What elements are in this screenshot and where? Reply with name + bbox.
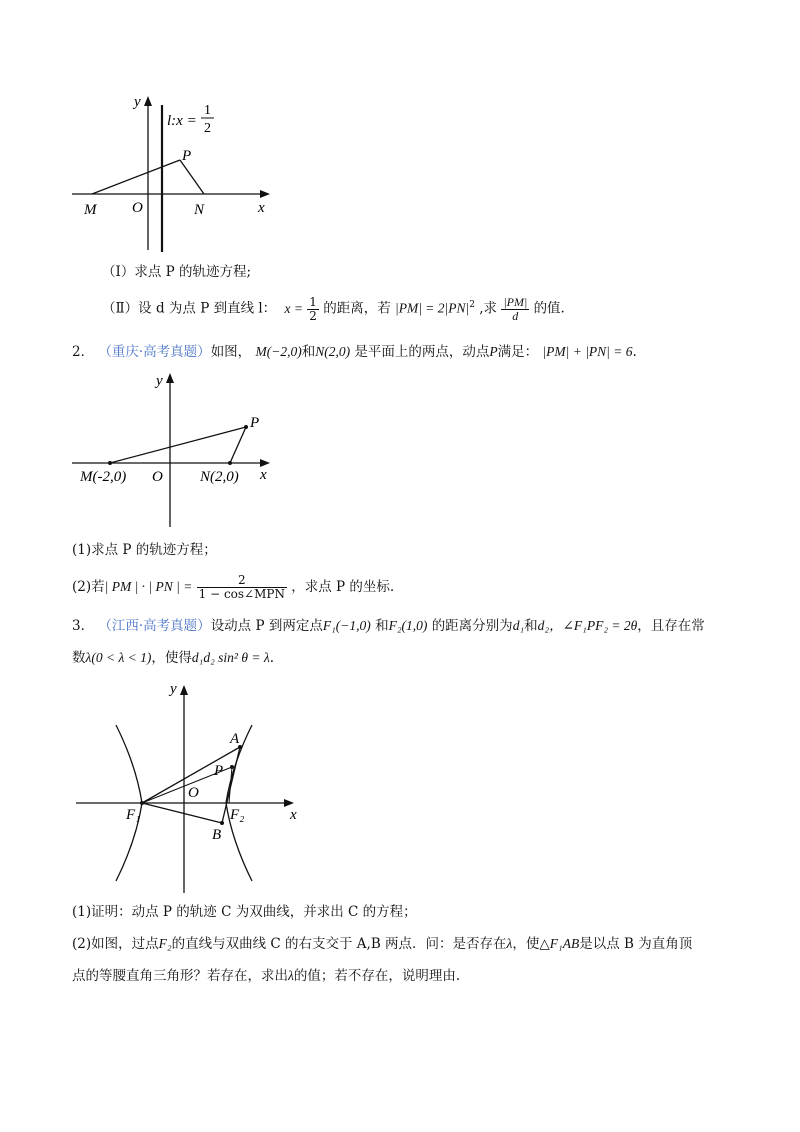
q2-part1: (1)求点 P 的轨迹方程； bbox=[72, 542, 217, 558]
label-p: P bbox=[214, 763, 224, 779]
x-axis-arrow bbox=[260, 190, 270, 198]
q3-part2-line1 bbox=[72, 934, 692, 954]
q2-m-point: M(−2,0) bbox=[255, 344, 302, 359]
q2-period: . bbox=[632, 344, 637, 360]
dot-p bbox=[230, 765, 234, 769]
label-y: y bbox=[170, 681, 177, 697]
dot-b bbox=[220, 821, 224, 825]
q3-part2-a: (2)如图，过点 bbox=[72, 936, 159, 952]
label-n: N bbox=[194, 202, 205, 218]
label-p: P bbox=[182, 148, 192, 164]
q3-part2-tri: △F₁AB bbox=[539, 936, 580, 951]
label-x: x bbox=[290, 807, 297, 823]
q3-angle: ，∠F₁PF₂ = 2θ bbox=[549, 618, 638, 633]
q3-part2-lambda2: λ bbox=[288, 968, 294, 983]
q3-line2-a: 数 bbox=[72, 650, 86, 666]
label-line-num: 1 bbox=[204, 103, 211, 118]
dot-f1 bbox=[140, 801, 144, 805]
y-axis-arrow bbox=[144, 96, 152, 106]
q2-condition: |PM| + |PN| = 6 bbox=[542, 344, 633, 359]
ratio-num: |PM| bbox=[503, 294, 528, 309]
ratio-den: d bbox=[512, 308, 519, 323]
q2-part2 bbox=[72, 574, 394, 601]
frac-num: 2 bbox=[197, 574, 287, 588]
q2-text-b: 满足： bbox=[497, 344, 539, 360]
q3-part2-lambda: λ bbox=[506, 936, 513, 951]
q3-line2-c: . bbox=[269, 650, 274, 666]
q3-f1: F₁(−1,0) bbox=[322, 618, 371, 633]
q3-part2-c: ，使 bbox=[512, 936, 540, 952]
label-p: P bbox=[250, 415, 260, 431]
label-b: B bbox=[212, 827, 222, 843]
q2-source: （重庆·高考真题） bbox=[98, 344, 211, 360]
label-origin: O bbox=[152, 469, 163, 485]
q2-part2-text-b: ，求点 P 的坐标. bbox=[291, 579, 395, 595]
q2-intro: 如图， bbox=[210, 344, 252, 360]
label-a: A bbox=[230, 731, 240, 747]
q1-part2-text-b: 的距离，若 bbox=[323, 300, 391, 317]
label-x: x bbox=[260, 467, 267, 483]
x-axis-arrow bbox=[284, 799, 294, 807]
q1-part2-frac bbox=[307, 296, 319, 323]
q1-part2-text-d: 的值. bbox=[533, 300, 565, 317]
frac-num: 1 bbox=[309, 294, 317, 309]
q3-part2-line2-a: 点的等腰直角三角形？若存在，求出 bbox=[72, 968, 288, 984]
q2-part2-lhs: | PM | · | PN | = bbox=[104, 579, 193, 594]
q3-text-c: ，且存在常 bbox=[637, 618, 705, 634]
q2-p: P bbox=[489, 344, 498, 359]
label-m: M bbox=[84, 202, 97, 218]
q3-f2: F₂(1,0) bbox=[388, 618, 428, 633]
segment-pn bbox=[230, 427, 246, 463]
q2-part2-frac bbox=[197, 574, 287, 601]
segment-mp bbox=[110, 427, 246, 463]
frac-den: 2 bbox=[309, 308, 317, 323]
q3-stem-line1 bbox=[72, 616, 705, 636]
q1-part2-sup: 2 bbox=[469, 300, 475, 310]
label-f1: F₁ bbox=[126, 807, 141, 823]
label-origin: O bbox=[132, 200, 143, 216]
label-line-l: l:x = bbox=[167, 113, 197, 129]
dot-p bbox=[244, 425, 248, 429]
q2-stem bbox=[72, 342, 637, 362]
q3-d1: d₁ bbox=[512, 618, 525, 633]
q3-text-b: 的距离分别为 bbox=[431, 618, 513, 634]
q3-part1: (1)证明：动点 P 的轨迹 C 为双曲线，并求出 C 的方程； bbox=[72, 904, 417, 920]
q3-line2-b: ，使得 bbox=[151, 650, 192, 666]
q3-lambda-range: λ(0 < λ < 1) bbox=[85, 650, 152, 665]
q3-number: 3． bbox=[72, 618, 95, 634]
q3-equation: d₁d₂ sin² θ = λ bbox=[191, 650, 270, 665]
segment-pn bbox=[180, 160, 204, 194]
q3-stem-line2 bbox=[72, 648, 274, 668]
q1-part2 bbox=[102, 295, 565, 323]
q1-part2-ratio bbox=[501, 296, 529, 323]
x-axis-arrow bbox=[260, 459, 270, 467]
figure-1 bbox=[70, 90, 280, 260]
q2-number: 2． bbox=[72, 344, 95, 360]
q3-and: 和 bbox=[375, 618, 389, 634]
label-n: N(2,0) bbox=[200, 469, 239, 485]
figure-3 bbox=[72, 675, 312, 900]
q2-n-point: N(2,0) bbox=[315, 344, 351, 359]
q3-and2: 和 bbox=[524, 618, 538, 634]
q1-part2-text-c: ,求 bbox=[479, 300, 498, 317]
segment-f1b bbox=[142, 803, 222, 823]
q2-part2-text-a: (2)若 bbox=[72, 579, 105, 595]
q1-part2-eq: x = bbox=[284, 300, 303, 316]
q3-part2-f2: F₂ bbox=[158, 936, 172, 951]
q3-part2-line2-b: 的值；若不存在，说明理由. bbox=[293, 968, 461, 984]
q2-and: 和 bbox=[301, 344, 316, 360]
label-y: y bbox=[156, 373, 163, 389]
y-axis-arrow bbox=[166, 373, 174, 383]
label-m: M(-2,0) bbox=[80, 469, 127, 485]
q3-part2-line2 bbox=[72, 966, 460, 986]
q3-part2-d: 是以点 B 为直角顶 bbox=[579, 936, 693, 952]
frac-den: 1 − cos∠MPN bbox=[198, 587, 285, 601]
segment-mp bbox=[92, 160, 180, 194]
q3-source: （江西·高考真题） bbox=[98, 618, 211, 634]
y-axis-arrow bbox=[180, 685, 188, 695]
q3-d2: d₂ bbox=[537, 618, 550, 633]
dot-n bbox=[228, 461, 232, 465]
label-y: y bbox=[134, 94, 141, 110]
figure-2 bbox=[70, 365, 285, 535]
q1-part2-cond: |PM| = 2|PN| bbox=[395, 300, 470, 316]
label-line-den: 2 bbox=[204, 121, 211, 136]
label-origin: O bbox=[188, 785, 199, 801]
q3-part2-b: 的直线与双曲线 C 的右支交于 A,B 两点．问：是否存在 bbox=[171, 936, 507, 952]
label-f2: F₂ bbox=[230, 807, 245, 823]
label-x: x bbox=[258, 200, 265, 216]
q3-text-a: 设动点 P 到两定点 bbox=[210, 618, 323, 634]
dot-m bbox=[108, 461, 112, 465]
q1-part1: （Ⅰ）求点 P 的轨迹方程; bbox=[102, 264, 252, 280]
q1-part2-text-a: （Ⅱ）设 d 为点 P 到直线 l： bbox=[102, 300, 277, 317]
q2-text-a: 是平面上的两点，动点 bbox=[354, 344, 490, 360]
